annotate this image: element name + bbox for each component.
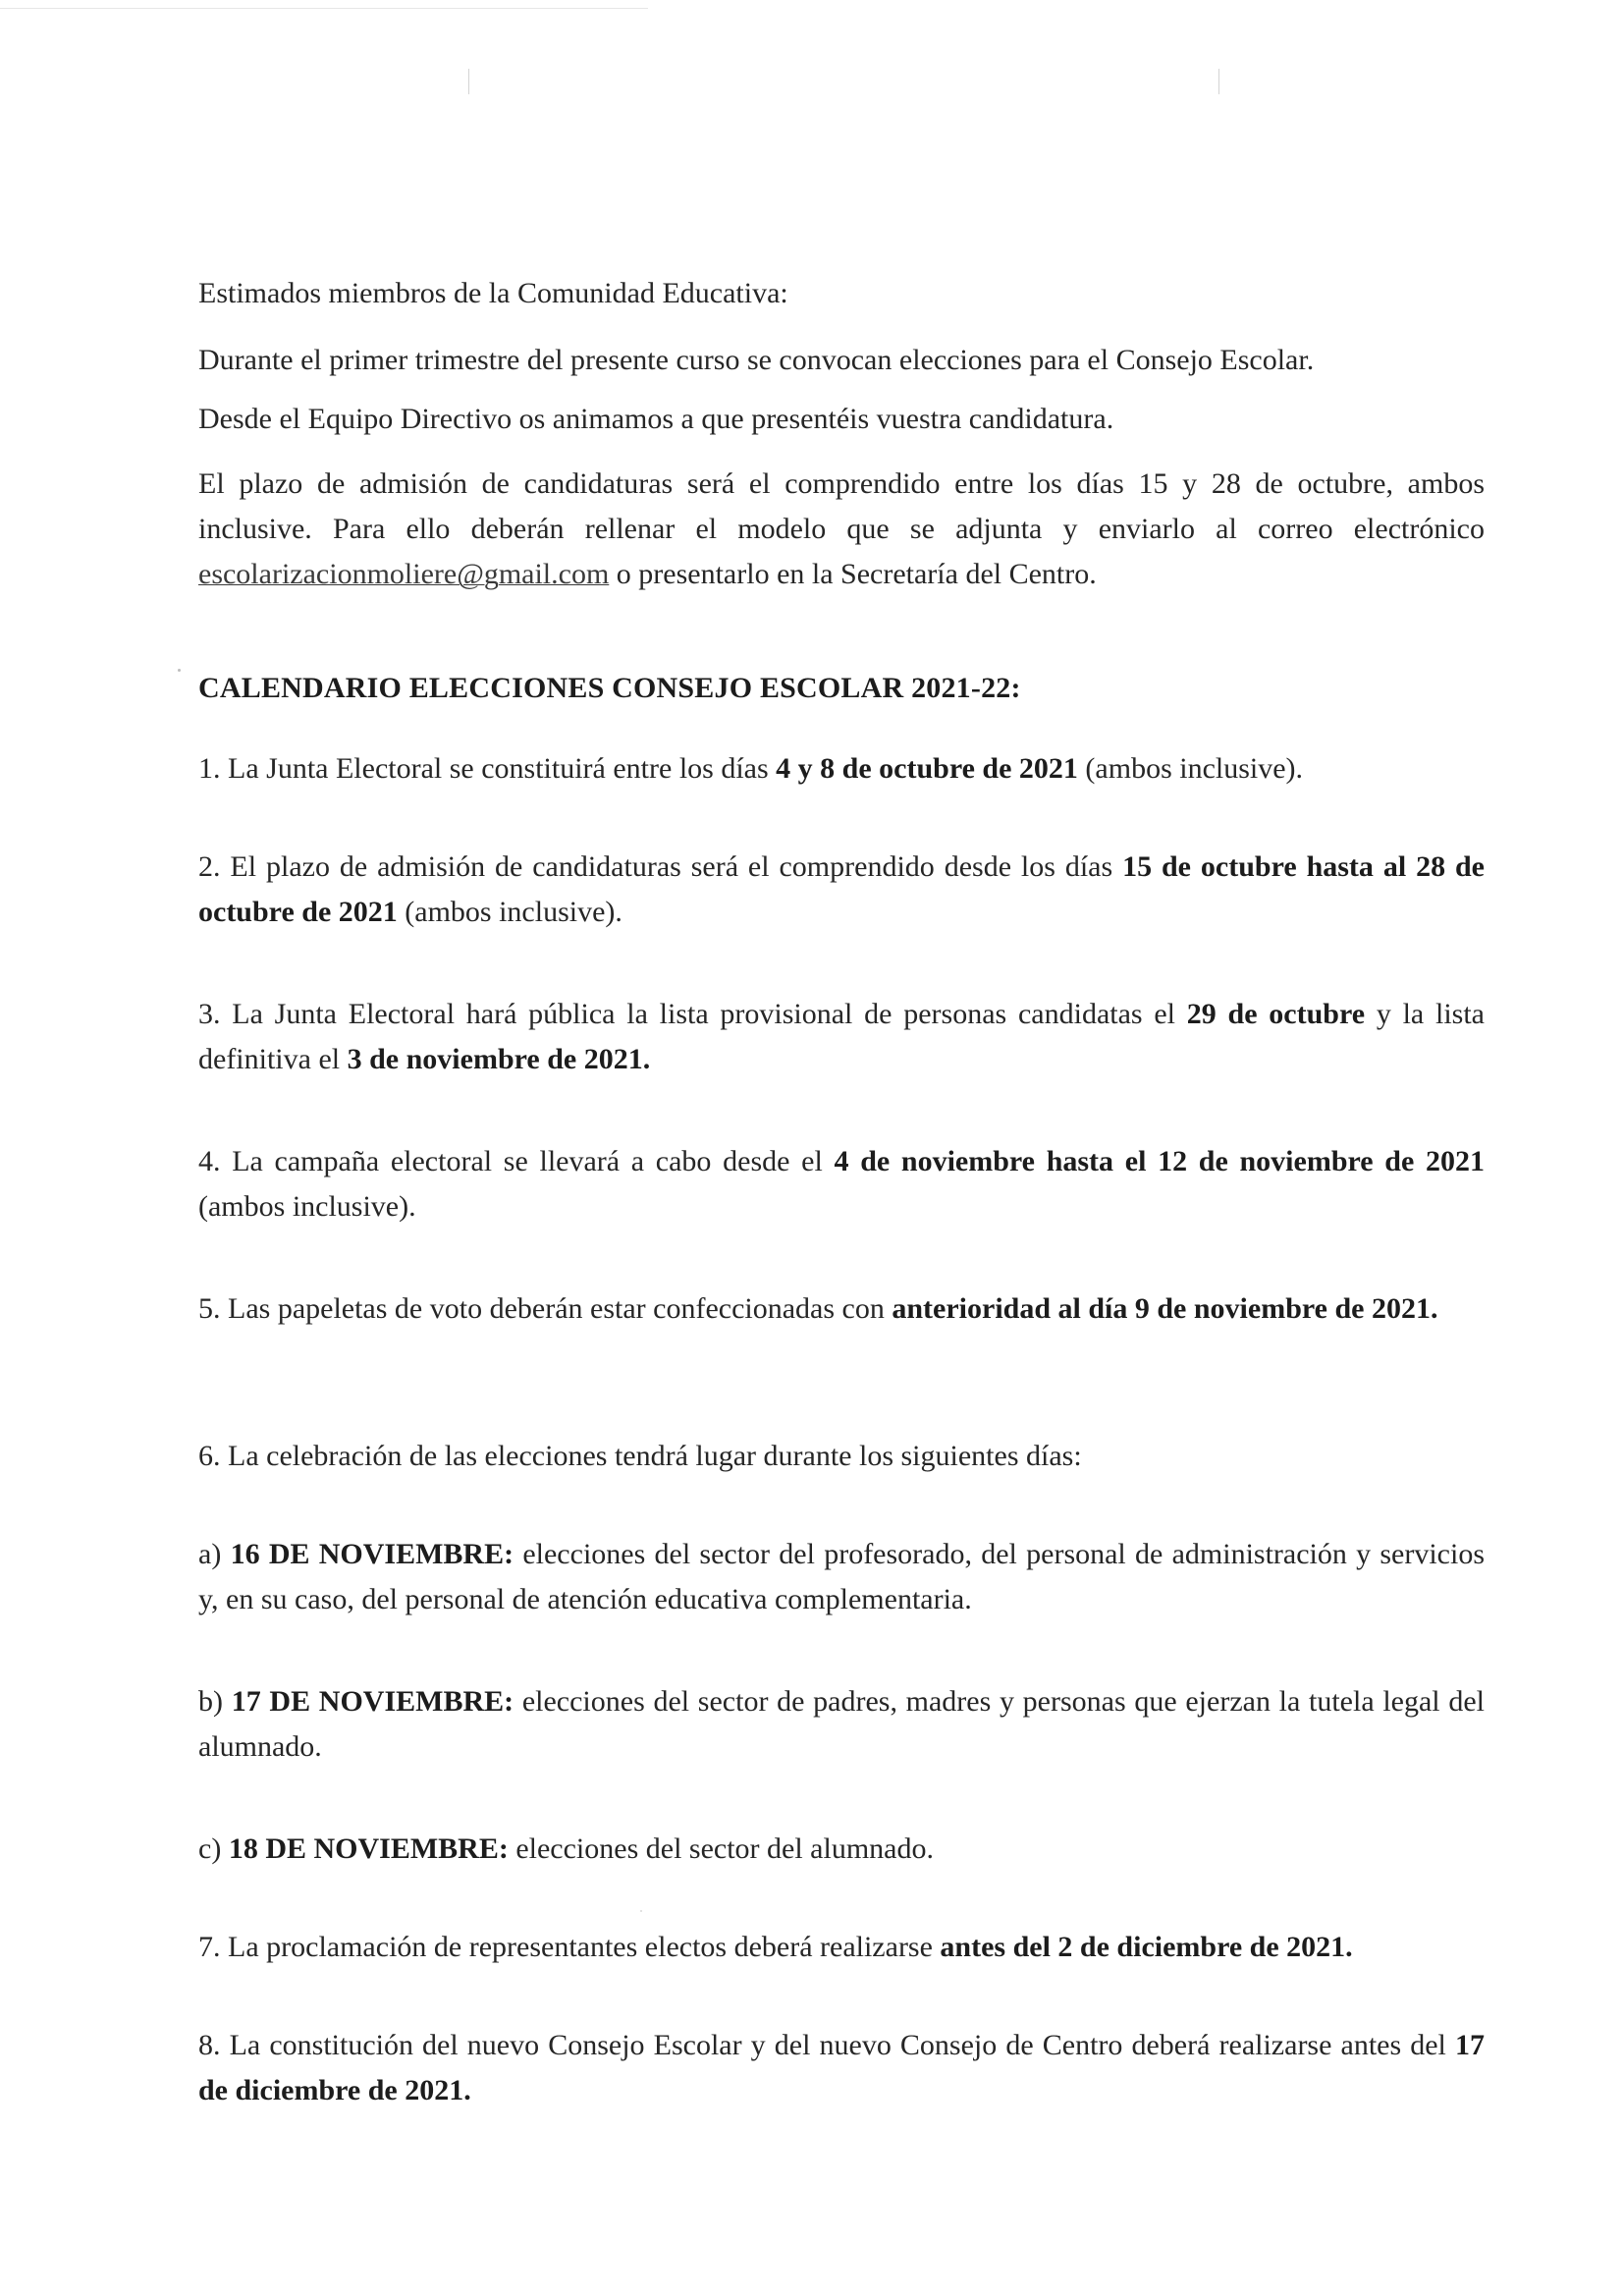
admission-text: El plazo de admisión de candidaturas será el comprendido entre los días 15 y 28 de octubre, ambos inclusive. Para ello deberán rellenar el modelo que se adjunta y enviarlo al correo electrónico [198, 467, 1485, 545]
scan-speck [178, 669, 181, 672]
item-date: 17 de diciembre de 2021. [198, 2029, 1485, 2106]
item-text: 7. La proclamación de representantes electos deberá realizarse [198, 1931, 941, 1963]
intro-paragraph-admission [198, 462, 1485, 597]
calendar-item-3 [198, 992, 1485, 1082]
greeting: Estimados miembros de la Comunidad Educativa: [198, 277, 788, 309]
item-date: 16 DE NOVIEMBRE: [230, 1538, 514, 1570]
item-text: elecciones del sector del alumnado. [508, 1832, 934, 1865]
item-prefix: c) [198, 1832, 229, 1865]
item-text: 1. La Junta Electoral se constituirá entre los días [198, 752, 777, 785]
calendar-item-2 [198, 845, 1485, 935]
item-text: y la lista definitiva el [198, 998, 1485, 1075]
item-text: (ambos inclusive). [1077, 752, 1304, 785]
item-date: 15 de octubre hasta al 28 de octubre de 2021 [198, 850, 1485, 928]
item-date: 29 de octubre [1186, 998, 1366, 1030]
item-text: elecciones del sector de padres, madres y personas que ejerzan la tutela legal del alumnado. [198, 1685, 1485, 1763]
calendar-heading: CALENDARIO ELECCIONES CONSEJO ESCOLAR 2021-22: [198, 672, 1021, 704]
calendar-item-1 [198, 746, 1485, 792]
scan-speck [640, 1910, 642, 1912]
item-text: 4. La campaña electoral se llevará a cabo desde el [198, 1145, 835, 1177]
item-text: elecciones del sector del profesorado, del personal de administración y servicios y, en su caso, del personal de atención educativa complementaria. [198, 1538, 1486, 1615]
item-text: 2. El plazo de admisión de candidaturas será el comprendido desde los días [198, 850, 1123, 883]
intro-line-2: Desde el Equipo Directivo os animamos a que presentéis vuestra candidatura. [198, 403, 1114, 435]
calendar-item-4 [198, 1139, 1485, 1230]
item-text: 8. La constitución del nuevo Consejo Escolar y del nuevo Consejo de Centro deberá realizarse antes del [198, 2029, 1455, 2061]
scan-mark-right [1218, 69, 1219, 94]
calendar-item-6b [198, 1679, 1485, 1770]
item-text: (ambos inclusive). [198, 1190, 416, 1223]
admission-text-end: o presentarlo en la Secretaría del Centro. [609, 558, 1097, 590]
scan-mark-left [468, 69, 469, 94]
item-date: 17 DE NOVIEMBRE: [231, 1685, 514, 1718]
item-date: 3 de noviembre de 2021. [347, 1043, 651, 1075]
calendar-item-7 [198, 1925, 1485, 1970]
calendar-item-8 [198, 2023, 1485, 2113]
calendar-item-6a [198, 1532, 1485, 1622]
item-date: 18 DE NOVIEMBRE: [228, 1832, 509, 1865]
scan-edge-line [0, 8, 648, 9]
item-prefix: a) [198, 1538, 231, 1570]
item-date: anterioridad al día 9 de noviembre de 2021. [892, 1292, 1438, 1325]
item-date: antes del 2 de diciembre de 2021. [940, 1931, 1353, 1963]
calendar-item-6: 6. La celebración de las elecciones tendrá lugar durante los siguientes días: [198, 1440, 1082, 1472]
item-date: 4 de noviembre hasta el 12 de noviembre de 2021 [834, 1145, 1485, 1177]
item-text: 5. Las papeletas de voto deberán estar confeccionadas con [198, 1292, 893, 1325]
item-prefix: b) [198, 1685, 232, 1718]
calendar-item-6c [198, 1827, 1485, 1872]
intro-line-1: Durante el primer trimestre del presente curso se convocan elecciones para el Consejo Escolar. [198, 344, 1315, 376]
email-link[interactable]: escolarizacionmoliere@gmail.com [198, 558, 610, 590]
item-date: 4 y 8 de octubre de 2021 [776, 752, 1078, 785]
item-text: (ambos inclusive). [397, 896, 622, 928]
calendar-item-5 [198, 1286, 1485, 1332]
item-text: 3. La Junta Electoral hará pública la lista provisional de personas candidatas el [198, 998, 1187, 1030]
